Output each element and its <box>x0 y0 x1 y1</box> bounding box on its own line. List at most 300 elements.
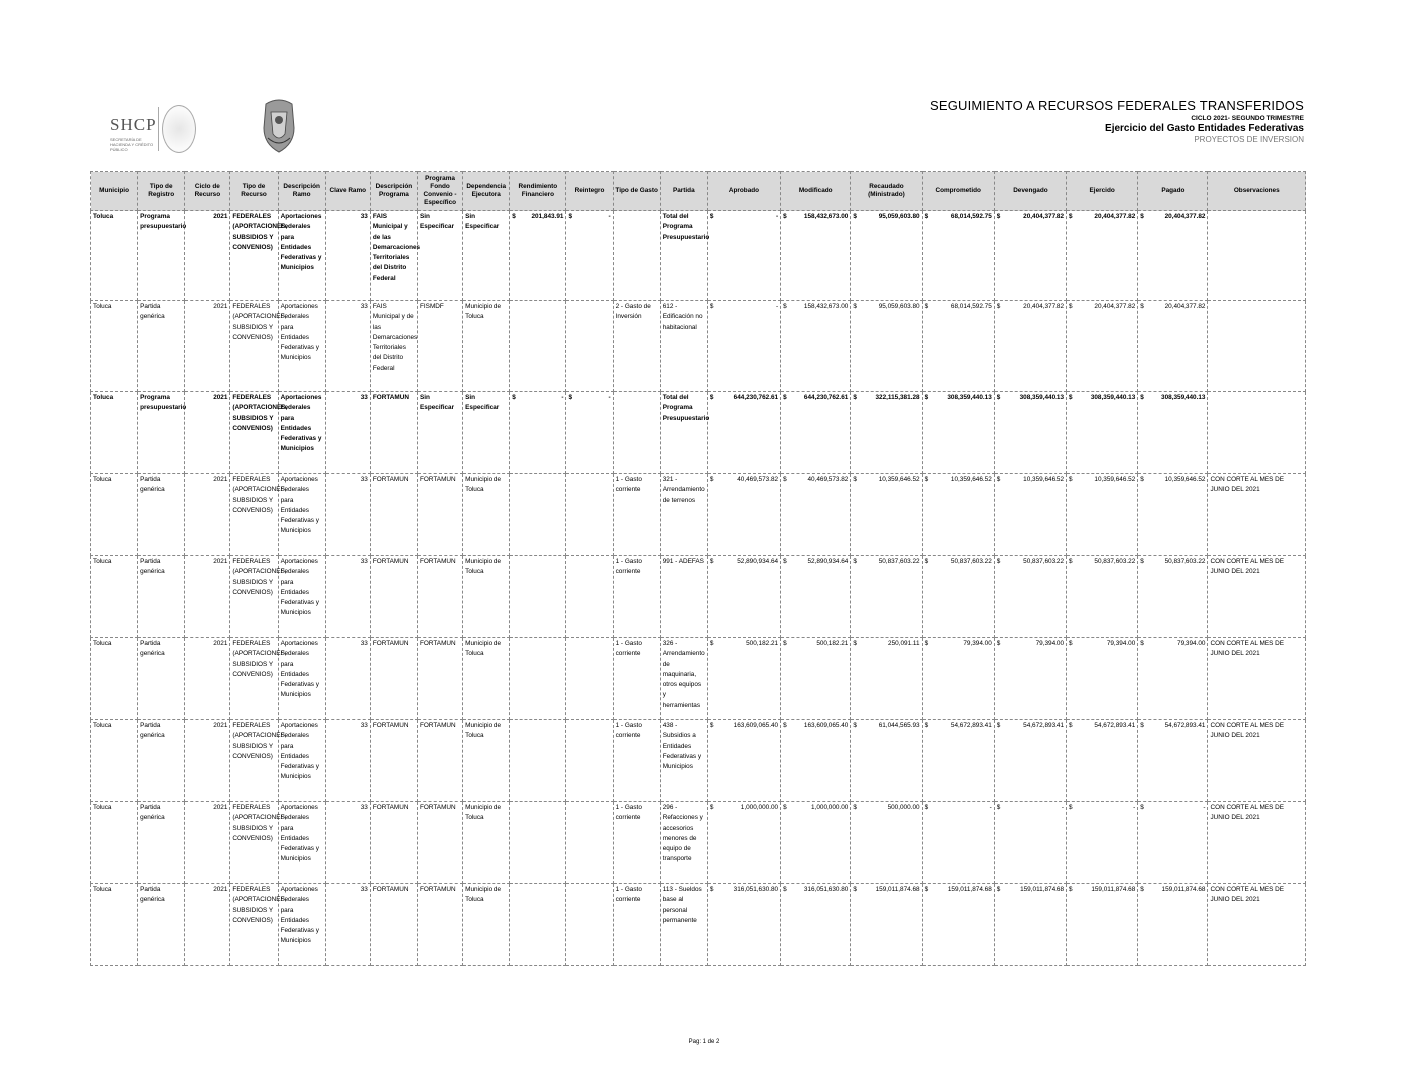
amount-value: 163,609,065.40 <box>803 722 849 729</box>
amount-value: 10,359,646.52 <box>1164 476 1206 483</box>
amount-value: - <box>775 213 779 220</box>
amount-value: 52,890,934.64 <box>807 558 849 565</box>
cell-reintegro <box>566 211 613 301</box>
amount-value: 158,432,673.00 <box>803 213 849 220</box>
column-header: Dependencia Ejecutora <box>463 172 510 211</box>
column-header: Observaciones <box>1208 172 1306 211</box>
cell-partida: Total del Programa Presupuestario <box>660 211 707 301</box>
amount-value: 20,404,377.82 <box>1094 213 1136 220</box>
cell-tipo-recurso: FEDERALES (APORTACIONES, SUBSIDIOS Y CONVENIOS) <box>230 392 278 474</box>
cell-desc-ramo: Aportaciones Federales para Entidades Federativas y Municipios <box>278 802 325 884</box>
cell-rendimiento <box>510 556 566 638</box>
table-row <box>91 802 1306 884</box>
currency-symbol: $ <box>709 640 714 647</box>
currency-symbol: $ <box>512 213 516 220</box>
amount-value: 20,404,377.82 <box>1023 303 1065 310</box>
cell-partida: 296 - Refacciones y accesorios menores de equipo de transporte <box>660 802 707 884</box>
cell-pagado <box>1138 802 1208 884</box>
cell-municipio: Toluca <box>91 884 138 966</box>
amount-value: 308,359,440.13 <box>1090 394 1136 401</box>
column-header: Ejercido <box>1067 172 1138 211</box>
currency-symbol: $ <box>568 394 573 401</box>
cell-programa-fondo: FORTAMUN <box>418 720 463 802</box>
currency-symbol: $ <box>1140 640 1144 647</box>
cell-ejercido <box>1067 720 1138 802</box>
cell-pagado <box>1138 720 1208 802</box>
currency-symbol: $ <box>924 804 929 811</box>
cell-reintegro <box>566 301 613 392</box>
cell-programa-fondo: Sin Especificar <box>418 211 463 301</box>
column-header: Ciclo de Recurso <box>185 172 230 211</box>
currency-symbol: $ <box>924 476 929 483</box>
currency-symbol: $ <box>1140 886 1144 893</box>
amount-value: 79,394.00 <box>1035 640 1065 647</box>
table-row <box>91 392 1306 474</box>
amount-value: 500,182.21 <box>816 640 849 647</box>
currency-symbol: $ <box>853 476 857 483</box>
cell-recaudado <box>851 392 922 474</box>
cell-observaciones: CON CORTE AL MES DE JUNIO DEL 2021 <box>1208 884 1306 966</box>
cell-comprometido <box>922 301 994 392</box>
currency-symbol: $ <box>1069 886 1073 893</box>
amount-value: 68,014,592.75 <box>950 213 992 220</box>
cell-reintegro <box>566 802 613 884</box>
cell-tipo-registro: Partida genérica <box>138 474 185 556</box>
cell-municipio: Toluca <box>91 802 138 884</box>
cell-comprometido <box>922 638 994 720</box>
cell-desc-ramo: Aportaciones Federales para Entidades Federativas y Municipios <box>278 301 325 392</box>
cell-desc-ramo: Aportaciones Federales para Entidades Federativas y Municipios <box>278 392 325 474</box>
cell-rendimiento <box>510 802 566 884</box>
cell-programa-fondo: FORTAMUN <box>418 802 463 884</box>
cell-tipo-registro: Partida genérica <box>138 301 185 392</box>
currency-symbol: $ <box>1140 722 1144 729</box>
page-number: Pag: 1 de 2 <box>688 1039 720 1045</box>
cell-desc-programa: FORTAMUN <box>370 802 417 884</box>
cell-dependencia: Municipio de Toluca <box>463 802 510 884</box>
currency-symbol: $ <box>709 804 714 811</box>
cell-reintegro <box>566 884 613 966</box>
amount-value: 250,091.11 <box>888 640 920 647</box>
amount-value: 1,000,000.00 <box>740 804 779 811</box>
currency-symbol: $ <box>709 558 714 565</box>
currency-symbol: $ <box>996 640 1001 647</box>
cell-ejercido <box>1067 638 1138 720</box>
cell-desc-programa: FAIS Municipal y de las Demarcaciones Territoriales del Distrito Federal <box>370 301 417 392</box>
amount-value: 308,359,440.13 <box>947 394 992 401</box>
amount-value: - <box>1061 804 1065 811</box>
currency-symbol: $ <box>1069 394 1073 401</box>
cell-devengado <box>994 211 1066 301</box>
cell-desc-ramo: Aportaciones Federales para Entidades Federativas y Municipios <box>278 211 325 301</box>
cell-observaciones <box>1208 301 1306 392</box>
amount-value: 20,404,377.82 <box>1164 303 1206 310</box>
currency-symbol: $ <box>512 394 516 401</box>
cell-dependencia: Municipio de Toluca <box>463 556 510 638</box>
cell-ejercido <box>1067 802 1138 884</box>
table-row <box>91 720 1306 802</box>
cell-pagado <box>1138 556 1208 638</box>
cell-clave-ramo: 33 <box>325 474 370 556</box>
currency-symbol: $ <box>783 804 787 811</box>
amount-value: 316,051,630.80 <box>803 886 849 893</box>
amount-value: 644,230,762.61 <box>733 394 779 401</box>
cell-reintegro <box>566 638 613 720</box>
cell-devengado <box>994 884 1066 966</box>
cell-clave-ramo: 33 <box>325 802 370 884</box>
cell-recaudado <box>851 211 922 301</box>
amount-value: 10,359,646.52 <box>878 476 920 483</box>
cell-reintegro <box>566 720 613 802</box>
amount-value: 322,115,381.28 <box>875 394 920 401</box>
cell-tipo-registro: Partida genérica <box>138 556 185 638</box>
cell-tipo-gasto: 1 - Gasto corriente <box>613 556 660 638</box>
cell-desc-programa: FORTAMUN <box>370 638 417 720</box>
resources-table <box>90 171 1306 966</box>
cell-observaciones: CON CORTE AL MES DE JUNIO DEL 2021 <box>1208 720 1306 802</box>
cell-pagado <box>1138 211 1208 301</box>
cell-comprometido <box>922 556 994 638</box>
cell-desc-programa: FORTAMUN <box>370 884 417 966</box>
currency-symbol: $ <box>996 213 1001 220</box>
amount-value: 316,051,630.80 <box>733 886 779 893</box>
cell-partida: 326 - Arrendamiento de maquinaria, otros equipos y herramientas <box>660 638 707 720</box>
cell-recaudado <box>851 556 922 638</box>
cell-municipio: Toluca <box>91 392 138 474</box>
currency-symbol: $ <box>709 303 714 310</box>
cell-devengado <box>994 720 1066 802</box>
cell-rendimiento <box>510 884 566 966</box>
currency-symbol: $ <box>1140 476 1144 483</box>
cell-aprobado <box>707 638 780 720</box>
currency-symbol: $ <box>783 213 787 220</box>
amount-value: - <box>775 303 779 310</box>
cell-aprobado <box>707 556 780 638</box>
currency-symbol: $ <box>709 394 714 401</box>
table-body <box>91 211 1306 966</box>
cell-tipo-gasto: 1 - Gasto corriente <box>613 884 660 966</box>
cell-observaciones: CON CORTE AL MES DE JUNIO DEL 2021 <box>1208 556 1306 638</box>
amount-value: 79,394.00 <box>963 640 992 647</box>
cell-aprobado <box>707 474 780 556</box>
cell-programa-fondo: Sin Especificar <box>418 392 463 474</box>
currency-symbol: $ <box>709 886 714 893</box>
column-header: Comprometido <box>922 172 994 211</box>
currency-symbol: $ <box>783 303 787 310</box>
state-emblem-icon <box>260 98 298 154</box>
currency-symbol: $ <box>853 303 857 310</box>
cell-municipio: Toluca <box>91 638 138 720</box>
amount-value: - <box>608 213 611 220</box>
cell-tipo-recurso: FEDERALES (APORTACIONES, SUBSIDIOS Y CONVENIOS) <box>230 802 278 884</box>
cell-dependencia: Municipio de Toluca <box>463 474 510 556</box>
cell-ciclo: 2021 <box>185 802 230 884</box>
cell-recaudado <box>851 802 922 884</box>
cell-observaciones <box>1208 392 1306 474</box>
cell-programa-fondo: FORTAMUN <box>418 556 463 638</box>
currency-symbol: $ <box>924 303 929 310</box>
amount-value: 20,404,377.82 <box>1094 303 1136 310</box>
cell-rendimiento <box>510 301 566 392</box>
cell-ejercido <box>1067 556 1138 638</box>
currency-symbol: $ <box>853 804 857 811</box>
cell-ciclo: 2021 <box>185 556 230 638</box>
currency-symbol: $ <box>996 303 1001 310</box>
cell-partida: Total del Programa Presupuestario <box>660 392 707 474</box>
cell-tipo-gasto: 1 - Gasto corriente <box>613 474 660 556</box>
cell-clave-ramo: 33 <box>325 556 370 638</box>
amount-value: - <box>1203 804 1206 811</box>
column-header: Devengado <box>994 172 1066 211</box>
report-section: PROYECTOS DE INVERSION <box>1194 135 1304 144</box>
amount-value: 163,609,065.40 <box>733 722 779 729</box>
amount-value: 50,837,603.22 <box>950 558 992 565</box>
cell-tipo-recurso: FEDERALES (APORTACIONES, SUBSIDIOS Y CONVENIOS) <box>230 211 278 301</box>
cell-tipo-registro: Partida genérica <box>138 720 185 802</box>
cell-clave-ramo: 33 <box>325 720 370 802</box>
column-header: Municipio <box>91 172 138 211</box>
cell-ejercido <box>1067 474 1138 556</box>
cell-devengado <box>994 802 1066 884</box>
cell-pagado <box>1138 884 1208 966</box>
cell-modificado <box>781 884 851 966</box>
cell-rendimiento <box>510 638 566 720</box>
amount-value: 308,359,440.13 <box>1161 394 1206 401</box>
cell-dependencia: Sin Especificar <box>463 392 510 474</box>
cell-ejercido <box>1067 884 1138 966</box>
cell-tipo-gasto: 1 - Gasto corriente <box>613 720 660 802</box>
amount-value: 10,359,646.52 <box>1023 476 1065 483</box>
column-header: Recaudado (Ministrado) <box>851 172 922 211</box>
cell-desc-ramo: Aportaciones Federales para Entidades Federativas y Municipios <box>278 884 325 966</box>
cell-pagado <box>1138 474 1208 556</box>
currency-symbol: $ <box>924 213 929 220</box>
currency-symbol: $ <box>924 886 929 893</box>
report-cycle: CICLO 2021- SEGUNDO TRIMESTRE <box>1191 115 1304 122</box>
cell-tipo-recurso: FEDERALES (APORTACIONES, SUBSIDIOS Y CONVENIOS) <box>230 301 278 392</box>
cell-ejercido <box>1067 211 1138 301</box>
cell-dependencia: Municipio de Toluca <box>463 884 510 966</box>
currency-symbol: $ <box>924 722 929 729</box>
cell-tipo-gasto: 1 - Gasto corriente <box>613 638 660 720</box>
amount-value: 68,014,592.75 <box>950 303 992 310</box>
shcp-logo-subtext: SECRETARÍA DE HACIENDA Y CRÉDITO PÚBLICO <box>110 137 154 152</box>
currency-symbol: $ <box>1069 476 1073 483</box>
amount-value: 79,394.00 <box>1177 640 1206 647</box>
currency-symbol: $ <box>568 213 573 220</box>
cell-reintegro <box>566 474 613 556</box>
cell-reintegro <box>566 392 613 474</box>
amount-value: 50,837,603.22 <box>1023 558 1065 565</box>
amount-value: 54,672,893.41 <box>950 722 992 729</box>
cell-tipo-recurso: FEDERALES (APORTACIONES, SUBSIDIOS Y CONVENIOS) <box>230 474 278 556</box>
report-header <box>930 98 1304 144</box>
currency-symbol: $ <box>1140 558 1144 565</box>
cell-desc-programa: FORTAMUN <box>370 556 417 638</box>
column-header: Descripción Programa <box>370 172 417 211</box>
currency-symbol: $ <box>709 476 714 483</box>
amount-value: 159,011,874.68 <box>1161 886 1206 893</box>
cell-comprometido <box>922 884 994 966</box>
cell-observaciones: CON CORTE AL MES DE JUNIO DEL 2021 <box>1208 802 1306 884</box>
cell-aprobado <box>707 211 780 301</box>
shcp-logo <box>100 103 200 155</box>
cell-comprometido <box>922 211 994 301</box>
currency-symbol: $ <box>1140 213 1144 220</box>
amount-value: - <box>561 394 564 401</box>
cell-clave-ramo: 33 <box>325 211 370 301</box>
currency-symbol: $ <box>924 558 929 565</box>
cell-comprometido <box>922 474 994 556</box>
cell-tipo-registro: Partida genérica <box>138 802 185 884</box>
cell-aprobado <box>707 884 780 966</box>
currency-symbol: $ <box>783 476 787 483</box>
cell-pagado <box>1138 638 1208 720</box>
amount-value: 61,044,565.93 <box>878 722 920 729</box>
currency-symbol: $ <box>996 722 1001 729</box>
cell-aprobado <box>707 392 780 474</box>
currency-symbol: $ <box>853 213 857 220</box>
cell-desc-programa: FORTAMUN <box>370 392 417 474</box>
cell-tipo-registro: Partida genérica <box>138 638 185 720</box>
table-header-row <box>91 172 1306 211</box>
cell-observaciones: CON CORTE AL MES DE JUNIO DEL 2021 <box>1208 474 1306 556</box>
cell-tipo-registro: Partida genérica <box>138 884 185 966</box>
currency-symbol: $ <box>709 213 714 220</box>
cell-recaudado <box>851 301 922 392</box>
currency-symbol: $ <box>996 476 1001 483</box>
cell-comprometido <box>922 392 994 474</box>
currency-symbol: $ <box>783 394 787 401</box>
amount-value: 10,359,646.52 <box>1094 476 1136 483</box>
cell-reintegro <box>566 556 613 638</box>
currency-symbol: $ <box>853 640 857 647</box>
cell-modificado <box>781 474 851 556</box>
cell-observaciones <box>1208 211 1306 301</box>
cell-devengado <box>994 392 1066 474</box>
cell-ciclo: 2021 <box>185 474 230 556</box>
cell-municipio: Toluca <box>91 720 138 802</box>
amount-value: 158,432,673.00 <box>803 303 849 310</box>
shcp-logo-text: SHCP <box>110 115 157 134</box>
cell-municipio: Toluca <box>91 301 138 392</box>
column-header: Aprobado <box>707 172 780 211</box>
amount-value: 40,469,573.82 <box>807 476 849 483</box>
cell-ciclo: 2021 <box>185 720 230 802</box>
amount-value: 40,469,573.82 <box>737 476 779 483</box>
amount-value: 95,059,603.80 <box>878 303 920 310</box>
cell-aprobado <box>707 720 780 802</box>
cell-desc-programa: FORTAMUN <box>370 474 417 556</box>
cell-aprobado <box>707 301 780 392</box>
currency-symbol: $ <box>924 640 929 647</box>
cell-tipo-registro: Programa presupuestario <box>138 392 185 474</box>
currency-symbol: $ <box>709 722 714 729</box>
table-row <box>91 474 1306 556</box>
cell-tipo-gasto <box>613 392 660 474</box>
cell-observaciones: CON CORTE AL MES DE JUNIO DEL 2021 <box>1208 638 1306 720</box>
cell-comprometido <box>922 802 994 884</box>
column-header: Tipo de Recurso <box>230 172 278 211</box>
amount-value: 20,404,377.82 <box>1164 213 1206 220</box>
cell-tipo-registro: Programa presupuestario <box>138 211 185 301</box>
cell-devengado <box>994 474 1066 556</box>
amount-value: - <box>608 394 611 401</box>
cell-tipo-recurso: FEDERALES (APORTACIONES, SUBSIDIOS Y CONVENIOS) <box>230 556 278 638</box>
amount-value: 54,672,893.41 <box>1164 722 1206 729</box>
table-row <box>91 556 1306 638</box>
currency-symbol: $ <box>783 886 787 893</box>
cell-ciclo: 2021 <box>185 638 230 720</box>
logo-divider <box>158 107 159 151</box>
amount-value: 54,672,893.41 <box>1023 722 1065 729</box>
cell-dependencia: Sin Especificar <box>463 211 510 301</box>
amount-value: 159,011,874.68 <box>1091 886 1136 893</box>
cell-partida: 438 - Subsidios a Entidades Federativas y Municipios <box>660 720 707 802</box>
table-row <box>91 638 1306 720</box>
cell-programa-fondo: FISMDF <box>418 301 463 392</box>
currency-symbol: $ <box>1069 640 1073 647</box>
column-header: Modificado <box>781 172 851 211</box>
column-header: Partida <box>660 172 707 211</box>
column-header: Tipo de Gasto <box>613 172 660 211</box>
currency-symbol: $ <box>783 640 787 647</box>
cell-ejercido <box>1067 301 1138 392</box>
currency-symbol: $ <box>1140 394 1144 401</box>
cell-devengado <box>994 556 1066 638</box>
cell-desc-ramo: Aportaciones Federales para Entidades Federativas y Municipios <box>278 474 325 556</box>
cell-dependencia: Municipio de Toluca <box>463 638 510 720</box>
amount-value: 308,359,440.13 <box>1019 394 1065 401</box>
currency-symbol: $ <box>1140 303 1144 310</box>
cell-ciclo: 2021 <box>185 392 230 474</box>
currency-symbol: $ <box>853 558 857 565</box>
cell-ciclo: 2021 <box>185 301 230 392</box>
currency-symbol: $ <box>996 394 1001 401</box>
cell-partida: 612 - Edificación no habitacional <box>660 301 707 392</box>
currency-symbol: $ <box>924 394 929 401</box>
currency-symbol: $ <box>853 886 857 893</box>
amount-value: 20,404,377.82 <box>1023 213 1065 220</box>
cell-rendimiento <box>510 211 566 301</box>
amount-value: 50,837,603.22 <box>1094 558 1136 565</box>
cell-comprometido <box>922 720 994 802</box>
cell-recaudado <box>851 720 922 802</box>
cell-modificado <box>781 211 851 301</box>
cell-clave-ramo: 33 <box>325 301 370 392</box>
cell-programa-fondo: FORTAMUN <box>418 474 463 556</box>
cell-municipio: Toluca <box>91 474 138 556</box>
currency-symbol: $ <box>853 722 857 729</box>
cell-pagado <box>1138 301 1208 392</box>
cell-clave-ramo: 33 <box>325 638 370 720</box>
cell-ciclo: 2021 <box>185 884 230 966</box>
report-title: SEGUIMIENTO A RECURSOS FEDERALES TRANSFERIDOS <box>929 98 1304 113</box>
amount-value: 50,837,603.22 <box>878 558 920 565</box>
cell-modificado <box>781 802 851 884</box>
cell-clave-ramo: 33 <box>325 392 370 474</box>
cell-desc-programa: FAIS Municipal y de las Demarcaciones Territoriales del Distrito Federal <box>370 211 417 301</box>
cell-programa-fondo: FORTAMUN <box>418 884 463 966</box>
currency-symbol: $ <box>1069 804 1073 811</box>
amount-value: 159,011,874.68 <box>1020 886 1065 893</box>
currency-symbol: $ <box>996 558 1001 565</box>
currency-symbol: $ <box>1140 804 1144 811</box>
amount-value: - <box>989 804 992 811</box>
amount-value: 52,890,934.64 <box>737 558 779 565</box>
amount-value: 159,011,874.68 <box>947 886 992 893</box>
cell-municipio: Toluca <box>91 211 138 301</box>
